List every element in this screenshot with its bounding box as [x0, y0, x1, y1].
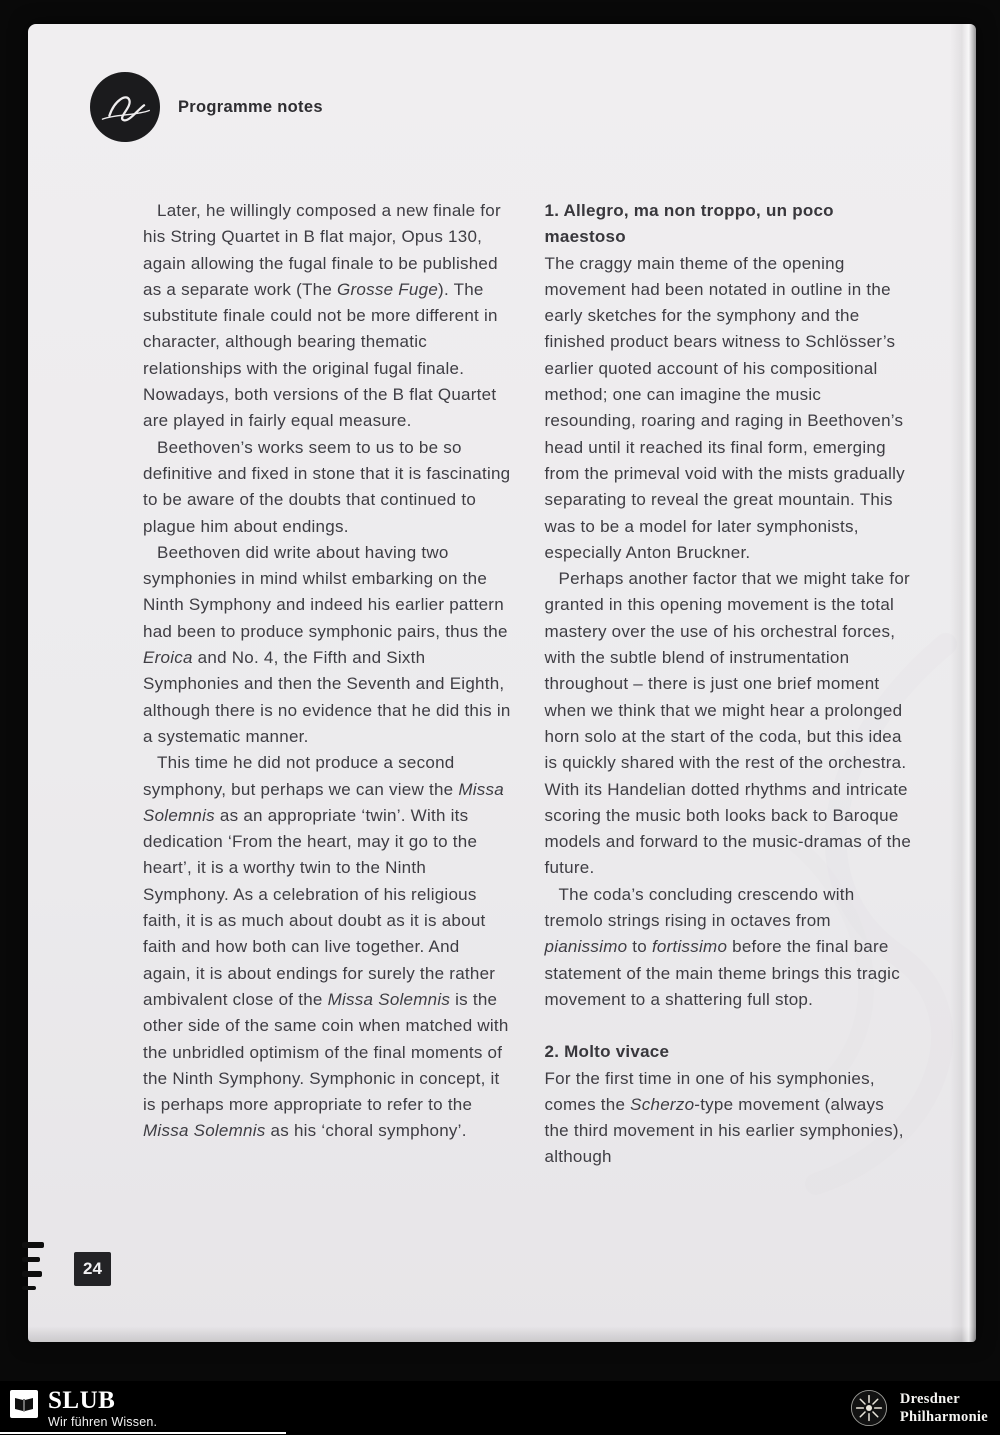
- right-column: [545, 198, 914, 1171]
- philharmonie-brand: [850, 1389, 988, 1427]
- page-number-badge: [74, 1252, 111, 1286]
- page-number: 24: [83, 1259, 102, 1278]
- slub-brand: [10, 1388, 157, 1429]
- left-column: [143, 198, 512, 1171]
- philharmonie-logo-icon: [850, 1389, 888, 1427]
- slub-tagline: Wir führen Wissen.: [48, 1415, 158, 1429]
- body-paragraph: The coda’s concluding crescendo with tremolo strings rising in octaves from pianissimo to fortissimo before the final bare statement of the main theme brings this tragic movement to a shattering full stop.: [544, 884, 900, 1009]
- footer-bar: [0, 1381, 1000, 1435]
- slub-text-block: [48, 1388, 157, 1429]
- programme-signature-logo-icon: [90, 72, 160, 142]
- body-paragraph: Perhaps another factor that we might take for granted in this opening movement is the total mastery over the use of his orchestral forces, with the subtle blend of instrumentation throughout – there is just one brief moment when we think that we might hear a prolonged horn solo at the start of the coda, but this idea is quickly shared with the rest of the orchestra. With its Handelian dotted rhythms and intricate scoring the music both looks back to Baroque models and forward to the music-dramas of the future.: [544, 569, 912, 878]
- philharmonie-text-block: [900, 1390, 988, 1426]
- body-paragraph: The craggy main theme of the opening movement had been notated in outline in the early sketches for the symphony and the finished product bears witness to Schlösser’s earlier quoted account of his compositional method; one can imagine the music resounding, roaring and raging in Beethoven’s head until it reached its final form, emerging from the primeval void with the mists gradually separating to reveal the great mountain. This was to be a model for later symphonists, especially Anton Bruckner.: [544, 253, 905, 562]
- body-paragraph: Later, he willingly composed a new finale for his String Quartet in B flat major, Opus 130, again allowing the fugal finale to be published as a separate work (The Grosse Fuge). The substitute finale could not be more different in character, although bearing thematic relationships with the original fugal finale. Nowadays, both versions of the B flat Quartet are played in fairly equal measure.: [143, 201, 501, 431]
- section-heading: 2. Molto vivace: [544, 1042, 670, 1062]
- article-columns: [143, 198, 913, 1171]
- page-header-title: Programme notes: [178, 97, 323, 116]
- slub-wordmark: SLUB: [48, 1387, 116, 1414]
- body-paragraph: Beethoven did write about having two symphonies in mind whilst embarking on the Ninth Symphony and indeed his earlier pattern had been to produce symphonic pairs, thus the Eroica and No. 4, the Fifth and Sixth Symphonies and then the Seventh and Eighth, although there is no evidence that he did this in a systematic manner.: [143, 542, 511, 746]
- body-paragraph: For the first time in one of his symphonies, comes the Scherzo-type movement (always the third movement in his earlier symphonies), although: [544, 1068, 904, 1167]
- footer-rule: [0, 1432, 286, 1434]
- philharmonie-line1: Dresdner: [899, 1391, 960, 1407]
- slub-book-icon: [10, 1390, 38, 1418]
- page-header: [90, 72, 323, 142]
- body-paragraph: Beethoven’s works seem to us to be so definitive and fixed in stone that it is fascinating to be aware of the doubts that continued to plague him about endings.: [143, 437, 511, 536]
- section-heading: 1. Allegro, ma non troppo, un poco maestoso: [544, 201, 834, 247]
- book-page: [28, 24, 976, 1342]
- binding-marks: [22, 1242, 44, 1299]
- body-paragraph: This time he did not produce a second symphony, but perhaps we can view the Missa Solemnis as an appropriate ‘twin’. With its dedication ‘From the heart, may it go to the heart’, it is a worthy twin to the Ninth Symphony. As a celebration of his religious faith, it is as much about doubt as it is about faith and how both can live together. And again, it is about endings for surely the rather ambivalent close of the Missa Solemnis is the other side of the same coin when matched with the unbridled optimism of the final moments of the Ninth Symphony. Symphonic in concept, it is perhaps more appropriate to refer to the Missa Solemnis as his ‘choral symphony’.: [143, 753, 509, 1141]
- philharmonie-line2: Philharmonie: [899, 1409, 988, 1425]
